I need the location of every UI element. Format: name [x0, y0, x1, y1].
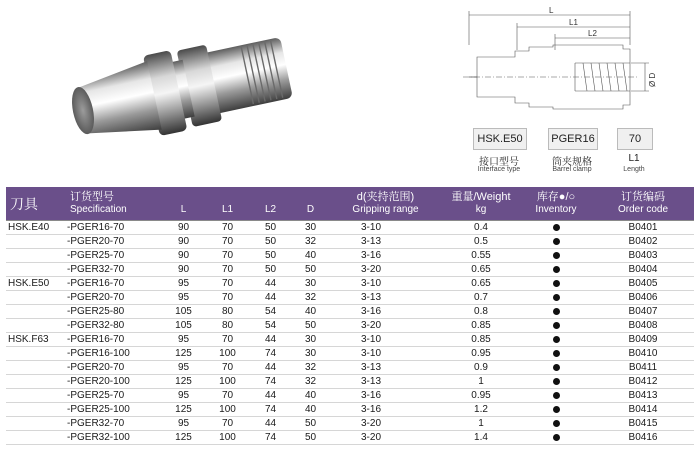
in-stock-dot-icon — [553, 224, 560, 231]
order-code-cell: B0409 — [592, 333, 694, 347]
inventory-cell — [520, 277, 592, 291]
L2-cell: 54 — [249, 305, 292, 319]
group-label — [6, 347, 66, 361]
group-label — [6, 389, 66, 403]
inventory-cell — [520, 235, 592, 249]
group-label — [6, 305, 66, 319]
D-cell: 32 — [292, 291, 329, 305]
spec-cell: -PGER16-70 — [66, 221, 161, 235]
inventory-cell — [520, 389, 592, 403]
header-weight: 重量/Weight kg — [451, 191, 511, 215]
order-code-cell: B0411 — [592, 361, 694, 375]
weight-cell: 1 — [442, 375, 520, 389]
order-code-cell: B0412 — [592, 375, 694, 389]
L2-cell: 44 — [249, 417, 292, 431]
L1-cell: 70 — [206, 263, 249, 277]
gripping-range-cell: 3-13 — [329, 375, 442, 389]
order-code-legend — [0, 128, 700, 183]
header-L2: L2 — [264, 203, 277, 215]
group-label — [6, 319, 66, 333]
L1-cell: 100 — [206, 347, 249, 361]
weight-cell: 0.65 — [442, 263, 520, 277]
L-cell: 105 — [161, 319, 206, 333]
code-barrel-en: Barrel clamp — [552, 166, 592, 173]
gripping-range-cell: 3-20 — [329, 431, 442, 445]
spec-cell: -PGER16-100 — [66, 347, 161, 361]
L1-cell: 70 — [206, 389, 249, 403]
inventory-cell — [520, 403, 592, 417]
gripping-range-cell: 3-13 — [329, 235, 442, 249]
dim-L2-label: L2 — [588, 29, 597, 38]
L1-cell: 70 — [206, 291, 249, 305]
in-stock-dot-icon — [553, 280, 560, 287]
L2-cell: 50 — [249, 221, 292, 235]
group-label — [6, 249, 66, 263]
L-cell: 125 — [161, 431, 206, 445]
D-cell: 50 — [292, 263, 329, 277]
order-code-cell: B0405 — [592, 277, 694, 291]
L-cell: 95 — [161, 291, 206, 305]
L2-cell: 50 — [249, 263, 292, 277]
code-box-length: 70 — [617, 128, 653, 150]
order-code-cell: B0403 — [592, 249, 694, 263]
in-stock-dot-icon — [553, 406, 560, 413]
group-label — [6, 375, 66, 389]
D-cell: 40 — [292, 403, 329, 417]
dim-D-label: Ø D — [648, 72, 657, 87]
D-cell: 32 — [292, 361, 329, 375]
code-box-interface: HSK.E50 — [473, 128, 527, 150]
header-specification: 订货型号 Specification — [70, 191, 127, 215]
L1-cell: 70 — [206, 221, 249, 235]
code-length-en: Length — [623, 166, 645, 173]
D-cell: 32 — [292, 375, 329, 389]
L-cell: 95 — [161, 389, 206, 403]
spec-cell: -PGER20-100 — [66, 375, 161, 389]
gripping-range-cell: 3-16 — [329, 305, 442, 319]
D-cell: 30 — [292, 277, 329, 291]
code-interface-en: Interface type — [477, 166, 521, 173]
gripping-range-cell: 3-10 — [329, 221, 442, 235]
L2-cell: 54 — [249, 319, 292, 333]
order-code-cell: B0410 — [592, 347, 694, 361]
gripping-range-cell: 3-20 — [329, 319, 442, 333]
table-row — [6, 277, 694, 291]
spec-cell: -PGER25-70 — [66, 389, 161, 403]
L2-cell: 50 — [249, 235, 292, 249]
L-cell: 95 — [161, 417, 206, 431]
header-order-code: 订货编码 Order code — [617, 191, 669, 215]
header-tool: 刀具 — [10, 195, 38, 212]
order-code-cell: B0402 — [592, 235, 694, 249]
weight-cell: 0.8 — [442, 305, 520, 319]
table-row — [6, 417, 694, 431]
header-gripping-range: d(夹持范围) Gripping range — [352, 191, 419, 215]
weight-cell: 0.4 — [442, 221, 520, 235]
inventory-cell — [520, 347, 592, 361]
weight-cell: 1.4 — [442, 431, 520, 445]
L1-cell: 100 — [206, 403, 249, 417]
inventory-cell — [520, 417, 592, 431]
table-row — [6, 375, 694, 389]
weight-cell: 0.95 — [442, 347, 520, 361]
in-stock-dot-icon — [553, 266, 560, 273]
L2-cell: 74 — [249, 375, 292, 389]
spec-cell: -PGER20-70 — [66, 235, 161, 249]
table-row — [6, 305, 694, 319]
in-stock-dot-icon — [553, 392, 560, 399]
D-cell: 50 — [292, 431, 329, 445]
inventory-cell — [520, 333, 592, 347]
inventory-cell — [520, 221, 592, 235]
L-cell: 95 — [161, 277, 206, 291]
code-barrel-zh: 筒夹规格 — [552, 157, 592, 168]
L2-cell: 74 — [249, 403, 292, 417]
in-stock-dot-icon — [553, 238, 560, 245]
inventory-cell — [520, 375, 592, 389]
group-label: HSK.F63 — [6, 333, 66, 347]
L-cell: 90 — [161, 221, 206, 235]
weight-cell: 0.5 — [442, 235, 520, 249]
gripping-range-cell: 3-16 — [329, 403, 442, 417]
inventory-cell — [520, 319, 592, 333]
D-cell: 50 — [292, 319, 329, 333]
spec-cell: -PGER25-70 — [66, 249, 161, 263]
L2-cell: 44 — [249, 389, 292, 403]
spec-cell: -PGER25-80 — [66, 305, 161, 319]
L2-cell: 50 — [249, 249, 292, 263]
D-cell: 40 — [292, 305, 329, 319]
gripping-range-cell: 3-10 — [329, 347, 442, 361]
table-row — [6, 319, 694, 333]
group-label — [6, 235, 66, 249]
table-row — [6, 221, 694, 235]
header-D: D — [306, 203, 315, 215]
technical-drawing — [455, 5, 695, 120]
in-stock-dot-icon — [553, 336, 560, 343]
L2-cell: 44 — [249, 333, 292, 347]
weight-cell: 0.65 — [442, 277, 520, 291]
weight-cell: 0.7 — [442, 291, 520, 305]
header-L: L — [180, 203, 187, 215]
table-row — [6, 249, 694, 263]
D-cell: 30 — [292, 333, 329, 347]
table-row — [6, 347, 694, 361]
table-row — [6, 263, 694, 277]
inventory-cell — [520, 291, 592, 305]
L1-cell: 80 — [206, 319, 249, 333]
spec-cell: -PGER32-70 — [66, 263, 161, 277]
table-row — [6, 403, 694, 417]
inventory-cell — [520, 305, 592, 319]
L2-cell: 44 — [249, 291, 292, 305]
spec-cell: -PGER16-70 — [66, 333, 161, 347]
order-code-cell: B0401 — [592, 221, 694, 235]
in-stock-dot-icon — [553, 308, 560, 315]
D-cell: 32 — [292, 235, 329, 249]
L-cell: 90 — [161, 235, 206, 249]
gripping-range-cell: 3-16 — [329, 389, 442, 403]
code-length-zh: L1 — [628, 153, 640, 164]
weight-cell: 0.55 — [442, 249, 520, 263]
order-code-cell: B0407 — [592, 305, 694, 319]
spec-cell: -PGER25-100 — [66, 403, 161, 417]
inventory-cell — [520, 431, 592, 445]
L-cell: 95 — [161, 361, 206, 375]
spec-table — [6, 187, 694, 445]
inventory-cell — [520, 249, 592, 263]
L1-cell: 70 — [206, 235, 249, 249]
group-label — [6, 417, 66, 431]
code-box-barrel: PGER16 — [548, 128, 598, 150]
group-label — [6, 291, 66, 305]
table-row — [6, 333, 694, 347]
in-stock-dot-icon — [553, 434, 560, 441]
D-cell: 40 — [292, 249, 329, 263]
gripping-range-cell: 3-13 — [329, 361, 442, 375]
order-code-cell: B0404 — [592, 263, 694, 277]
group-label — [6, 431, 66, 445]
L1-cell: 100 — [206, 375, 249, 389]
gripping-range-cell: 3-16 — [329, 249, 442, 263]
table-row — [6, 235, 694, 249]
D-cell: 30 — [292, 347, 329, 361]
L2-cell: 74 — [249, 431, 292, 445]
table-row — [6, 389, 694, 403]
in-stock-dot-icon — [553, 252, 560, 259]
L1-cell: 70 — [206, 277, 249, 291]
L2-cell: 44 — [249, 361, 292, 375]
D-cell: 30 — [292, 221, 329, 235]
table-row — [6, 361, 694, 375]
L-cell: 125 — [161, 403, 206, 417]
L1-cell: 70 — [206, 249, 249, 263]
weight-cell: 1 — [442, 417, 520, 431]
group-label — [6, 361, 66, 375]
weight-cell: 0.85 — [442, 333, 520, 347]
spec-cell: -PGER32-100 — [66, 431, 161, 445]
in-stock-dot-icon — [553, 322, 560, 329]
D-cell: 40 — [292, 389, 329, 403]
spec-cell: -PGER16-70 — [66, 277, 161, 291]
gripping-range-cell: 3-20 — [329, 263, 442, 277]
table-row — [6, 291, 694, 305]
gripping-range-cell: 3-13 — [329, 291, 442, 305]
dim-L1-label: L1 — [569, 18, 578, 27]
L1-cell: 80 — [206, 305, 249, 319]
L-cell: 125 — [161, 375, 206, 389]
L1-cell: 100 — [206, 431, 249, 445]
weight-cell: 0.85 — [442, 319, 520, 333]
table-row — [6, 431, 694, 445]
inventory-cell — [520, 263, 592, 277]
in-stock-dot-icon — [553, 364, 560, 371]
order-code-cell: B0415 — [592, 417, 694, 431]
group-label — [6, 403, 66, 417]
in-stock-dot-icon — [553, 378, 560, 385]
weight-cell: 0.9 — [442, 361, 520, 375]
spec-cell: -PGER32-80 — [66, 319, 161, 333]
weight-cell: 0.95 — [442, 389, 520, 403]
gripping-range-cell: 3-10 — [329, 333, 442, 347]
spec-cell: -PGER20-70 — [66, 291, 161, 305]
L1-cell: 70 — [206, 361, 249, 375]
group-label: HSK.E50 — [6, 277, 66, 291]
L-cell: 125 — [161, 347, 206, 361]
order-code-cell: B0406 — [592, 291, 694, 305]
code-interface-zh: 接口型号 — [479, 157, 519, 168]
group-label — [6, 263, 66, 277]
table-body — [6, 221, 694, 445]
dim-L-label: L — [549, 6, 554, 15]
order-code-cell: B0408 — [592, 319, 694, 333]
gripping-range-cell: 3-20 — [329, 417, 442, 431]
L1-cell: 70 — [206, 333, 249, 347]
L-cell: 90 — [161, 249, 206, 263]
header-L1: L1 — [221, 203, 234, 215]
table-header-row — [6, 187, 694, 221]
inventory-cell — [520, 361, 592, 375]
D-cell: 50 — [292, 417, 329, 431]
in-stock-dot-icon — [553, 420, 560, 427]
spec-cell: -PGER32-70 — [66, 417, 161, 431]
L1-cell: 70 — [206, 417, 249, 431]
header-inventory: 库存●/○ Inventory — [535, 191, 577, 215]
L-cell: 90 — [161, 263, 206, 277]
gripping-range-cell: 3-10 — [329, 277, 442, 291]
group-label: HSK.E40 — [6, 221, 66, 235]
in-stock-dot-icon — [553, 350, 560, 357]
in-stock-dot-icon — [553, 294, 560, 301]
order-code-cell: B0414 — [592, 403, 694, 417]
weight-cell: 1.2 — [442, 403, 520, 417]
L2-cell: 44 — [249, 277, 292, 291]
spec-cell: -PGER20-70 — [66, 361, 161, 375]
L2-cell: 74 — [249, 347, 292, 361]
L-cell: 105 — [161, 305, 206, 319]
order-code-cell: B0416 — [592, 431, 694, 445]
L-cell: 95 — [161, 333, 206, 347]
order-code-cell: B0413 — [592, 389, 694, 403]
